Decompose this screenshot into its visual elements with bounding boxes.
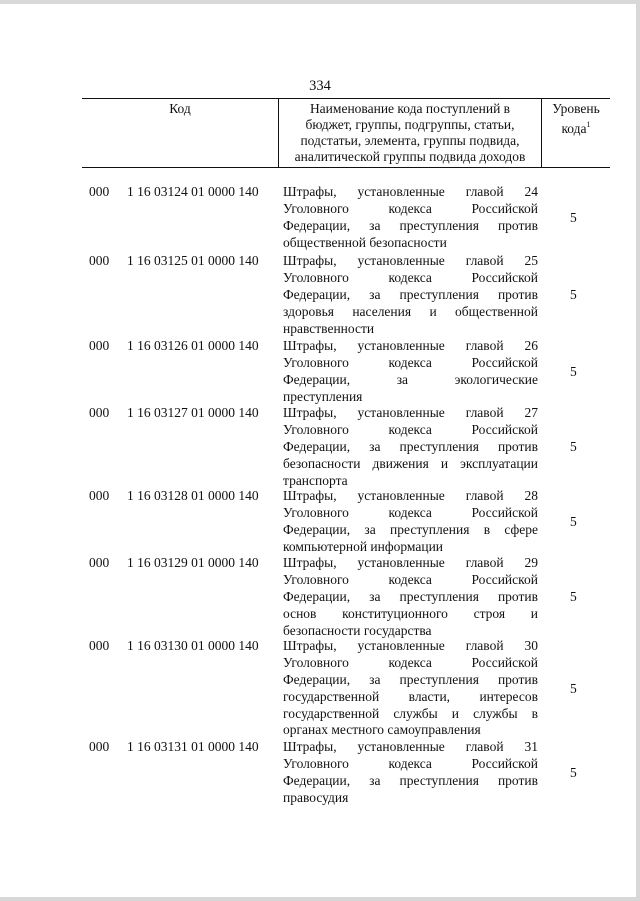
page-number: 334 <box>309 78 331 94</box>
revenue-code: 1 16 03125 01 0000 140 <box>127 253 259 268</box>
revenue-name-line: Уголовного кодекса Российской <box>283 571 538 587</box>
header-name-line: подстатьи, элемента, группы подвида, <box>300 133 520 148</box>
header-name-line: аналитической группы подвида доходов <box>294 149 526 164</box>
admin-code: 000 <box>89 555 110 570</box>
revenue-name-line: основ конституционного строя и <box>283 605 538 621</box>
revenue-name-line: Штрафы, установленные главой 29 <box>283 555 538 570</box>
revenue-code: 1 16 03130 01 0000 140 <box>127 638 259 653</box>
admin-code: 000 <box>89 184 110 199</box>
revenue-code: 1 16 03126 01 0000 140 <box>127 338 259 353</box>
admin-code: 000 <box>89 488 110 503</box>
revenue-name <box>283 338 538 406</box>
revenue-name-line: Уголовного кодекса Российской <box>283 755 538 771</box>
revenue-name <box>283 739 538 807</box>
header-level-word: кода <box>561 121 587 136</box>
revenue-code: 1 16 03129 01 0000 140 <box>127 555 259 570</box>
revenue-code: 1 16 03128 01 0000 140 <box>127 488 259 503</box>
revenue-name-line: общественной безопасности <box>283 234 447 250</box>
revenue-name-line: Уголовного кодекса Российской <box>283 354 538 370</box>
revenue-name-line: здоровья населения и общественной <box>283 303 538 319</box>
code-level: 5 <box>570 764 577 780</box>
revenue-name <box>283 184 538 252</box>
admin-code: 000 <box>89 253 110 268</box>
revenue-name-line: Федерации, за преступления в сфере <box>283 521 538 537</box>
revenue-name-line: Уголовного кодекса Российской <box>283 421 538 437</box>
revenue-name-line: Штрафы, установленные главой 30 <box>283 638 538 653</box>
code-level: 5 <box>570 513 577 529</box>
header-name <box>279 101 541 165</box>
code-level: 5 <box>570 680 577 696</box>
revenue-name-line: Штрафы, установленные главой 25 <box>283 253 538 268</box>
revenue-name-line: Федерации, за преступления против <box>283 217 538 233</box>
revenue-name-line: Уголовного кодекса Российской <box>283 654 538 670</box>
code-level: 5 <box>570 439 577 455</box>
revenue-name-line: органах местного самоуправления <box>283 722 481 738</box>
scan-edge-top <box>0 0 640 4</box>
code-level: 5 <box>570 589 577 605</box>
revenue-name-line: безопасности движения и эксплуатации <box>283 455 538 471</box>
revenue-name-line: безопасности государства <box>283 622 432 638</box>
code-level: 5 <box>570 363 577 379</box>
revenue-name <box>283 638 538 739</box>
revenue-name-line: компьютерной информации <box>283 538 444 554</box>
revenue-code: 1 16 03131 01 0000 140 <box>127 739 259 754</box>
revenue-name-line: Штрафы, установленные главой 26 <box>283 338 538 353</box>
revenue-name-line: Федерации, за преступления против <box>283 588 538 604</box>
footnote-mark: 1 <box>586 120 591 129</box>
revenue-name-line: государственной власти, интересов <box>283 688 538 704</box>
code-level: 5 <box>570 209 577 225</box>
revenue-name-line: правосудия <box>283 789 349 805</box>
header-code: Код <box>169 101 191 116</box>
revenue-name <box>283 488 538 556</box>
scan-edge-bottom <box>0 897 640 901</box>
code-level: 5 <box>570 287 577 303</box>
admin-code: 000 <box>89 405 110 420</box>
revenue-name <box>283 555 538 639</box>
revenue-name-line: Федерации, за преступления против <box>283 772 538 788</box>
header-level <box>542 101 610 137</box>
revenue-name-line: нравственности <box>283 320 375 336</box>
revenue-name <box>283 253 538 337</box>
header-name-line: бюджет, группы, подгруппы, статьи, <box>305 117 515 132</box>
admin-code: 000 <box>89 638 110 653</box>
scan-edge-right <box>636 0 640 901</box>
revenue-name-line: Уголовного кодекса Российской <box>283 504 538 520</box>
revenue-name-line: государственной службы и службы в <box>283 705 538 721</box>
revenue-code: 1 16 03124 01 0000 140 <box>127 184 259 199</box>
revenue-name-line: Уголовного кодекса Российской <box>283 269 538 285</box>
revenue-name-line: Штрафы, установленные главой 28 <box>283 488 538 503</box>
revenue-name-line: Федерации, за преступления против <box>283 438 538 454</box>
revenue-name-line: Штрафы, установленные главой 24 <box>283 184 538 199</box>
revenue-name <box>283 405 538 489</box>
revenue-name-line: Штрафы, установленные главой 27 <box>283 405 538 420</box>
header-level-line <box>542 117 610 137</box>
revenue-name-line: Федерации, за экологические <box>283 371 538 387</box>
revenue-name-line: Федерации, за преступления против <box>283 286 538 302</box>
revenue-name-line: Уголовного кодекса Российской <box>283 200 538 216</box>
revenue-name-line: Штрафы, установленные главой 31 <box>283 739 538 754</box>
revenue-name-line: Федерации, за преступления против <box>283 671 538 687</box>
header-level-line: Уровень <box>552 101 600 116</box>
revenue-code: 1 16 03127 01 0000 140 <box>127 405 259 420</box>
revenue-name-line: преступления <box>283 388 363 404</box>
revenue-name-line: транспорта <box>283 472 348 488</box>
admin-code: 000 <box>89 739 110 754</box>
header-name-line: Наименование кода поступлений в <box>309 101 511 116</box>
admin-code: 000 <box>89 338 110 353</box>
